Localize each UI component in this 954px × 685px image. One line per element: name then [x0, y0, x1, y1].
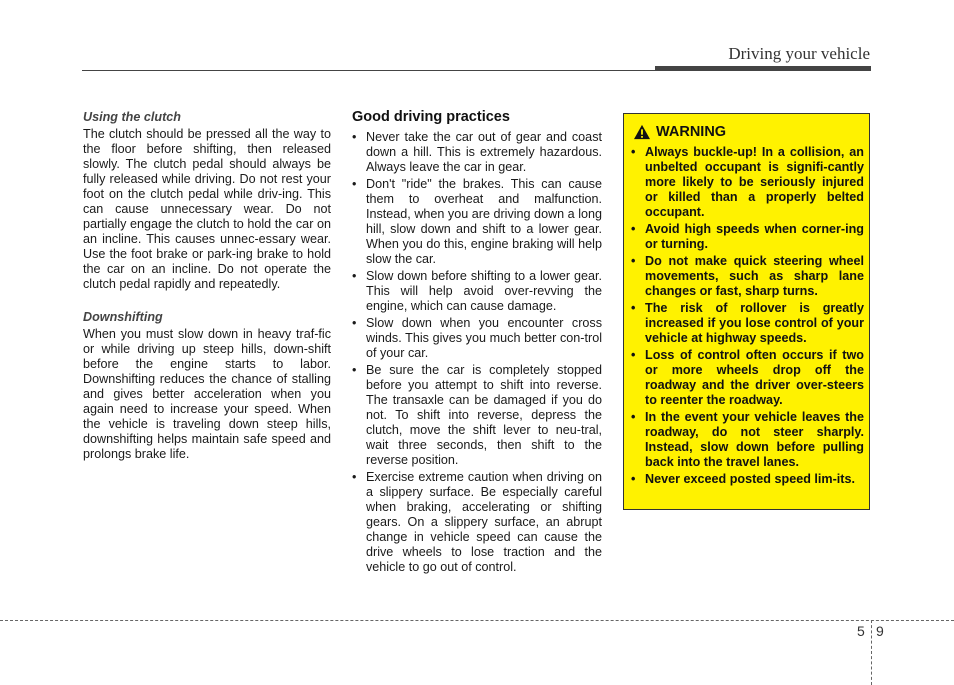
practices-list [352, 130, 602, 575]
list-item: • The risk of rollover is greatly increased if you lose control of your vehicle at highway speeds. [631, 301, 864, 345]
list-item: • Slow down before shifting to a lower gear. This will help avoid over-revving the engine, which can cause damage. [352, 269, 602, 313]
downshifting-heading: Downshifting [83, 310, 163, 324]
list-item: • Slow down when you encounter cross winds. This gives you much better con-trol of your car. [352, 316, 602, 360]
left-column [83, 110, 331, 462]
good-driving-practices-title: Good driving practices [352, 109, 510, 125]
section-header-title: Driving your vehicle [728, 44, 870, 63]
warning-box [623, 113, 870, 510]
middle-column [352, 110, 602, 577]
list-item: • Always buckle-up! In a collision, an unbelted occupant is signifi-cantly more likely to be seriously injured or killed than a properly belted occupant. [631, 145, 864, 219]
list-item: • Avoid high speeds when corner-ing or turning. [631, 222, 864, 251]
warning-triangle-icon [633, 124, 651, 140]
footer-dashed-rule [0, 620, 954, 621]
list-item: • Never take the car out of gear and coast down a hill. This is extremely hazardous. Always leave the car in gear. [352, 130, 602, 174]
list-item: • In the event your vehicle leaves the roadway, do not steer sharply. Instead, slow down before pulling back into the travel lanes. [631, 410, 864, 469]
list-item: • Be sure the car is completely stopped before you attempt to shift into reverse. The transaxle can be damaged if you do not. To shift into reverse, depress the clutch, move the shift lever to neu-tral, wait three seconds, then shift to the reverse position. [352, 363, 602, 467]
list-item: • Don't "ride" the brakes. This can cause them to overheat and malfunction. Instead, when you are driving down a long hill, slow down and shift to a lower gear. When you do this, engine braking will help slow the car. [352, 177, 602, 266]
page-number: 9 [876, 623, 884, 639]
clutch-body: The clutch should be pressed all the way to the floor before shifting, then released slowly. The clutch pedal should always be fully released while driving. Do not rest your foot on the clutch pedal while driv-ing. This can cause unnecessary wear. Do not partially engage the clutch to hold the car on an incline. This causes unnec-essary wear. Use the foot brake or park-ing brake to hold the car on an incline. Do not operate the clutch pedal rapidly and repeatedly. [83, 127, 331, 291]
list-item: • Never exceed posted speed lim-its. [631, 472, 855, 486]
warning-header [633, 124, 726, 140]
section-number: 5 [857, 623, 865, 639]
header-rule [82, 70, 871, 71]
warning-list [631, 145, 864, 489]
clutch-heading: Using the clutch [83, 110, 181, 124]
footer-vertical-dashed-rule [871, 620, 872, 685]
list-item: • Loss of control often occurs if two or more wheels drop off the roadway and the driver over-steers to reenter the roadway. [631, 348, 864, 407]
list-item: • Exercise extreme caution when driving on a slippery surface. Be especially careful when braking, accelerating or shifting gears. On a slippery surface, an abrupt change in vehicle speed can cause the drive wheels to lose traction and the vehicle to go out of control. [352, 470, 602, 574]
warning-title: WARNING [656, 124, 727, 140]
downshifting-body: When you must slow down in heavy traf-fic or while driving up steep hills, down-shift before the engine starts to labor. Downshifting reduces the chance of stalling and gives better acceleration when you again need to increase your speed. When the vehicle is traveling down steep hills, downshifting helps maintain safe speed and prolongs brake life. [83, 327, 331, 461]
list-item: • Do not make quick steering wheel movements, such as sharp lane changes or fast, sharp turns. [631, 254, 864, 298]
